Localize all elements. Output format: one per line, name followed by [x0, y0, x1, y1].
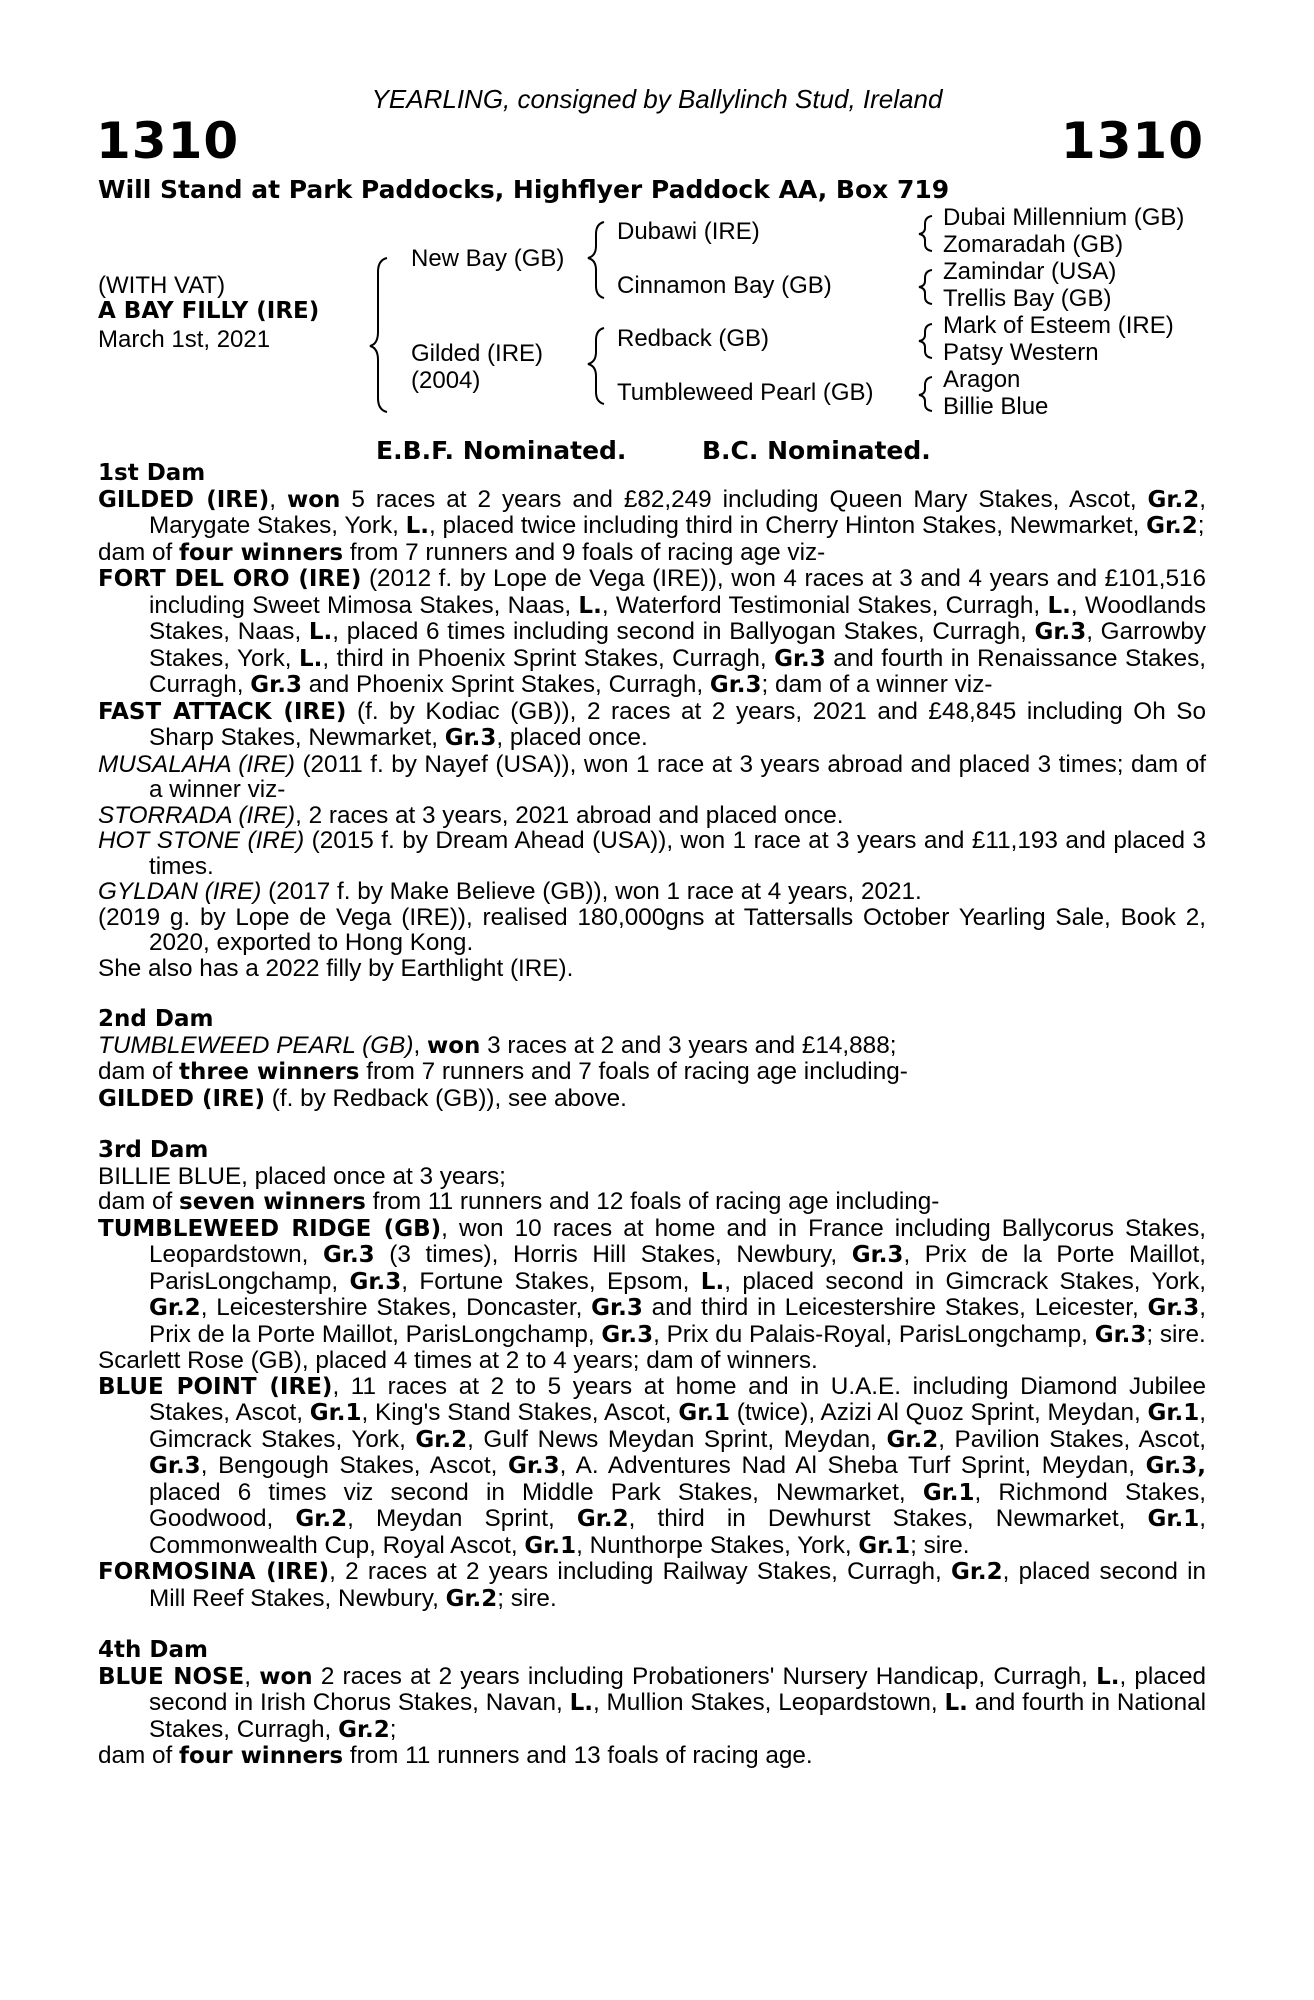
dam1-record: GILDED (IRE), won 5 races at 2 years and £82,249 including Queen Mary Stakes, Ascot, Gr.2, Marygate Stakes, York, L., placed twice including third in Cherry Hinton Stakes, Newmarket, Gr.2;: [98, 485, 1206, 539]
ebf-nomination: E.B.F. Nominated.: [376, 436, 627, 465]
vat-note: (WITH VAT): [98, 272, 226, 299]
sss: Dubai Millennium (GB): [943, 204, 1185, 231]
produce-2022-filly: She also has a 2022 filly by Earthlight (IRE).: [98, 954, 574, 982]
produce-musalaha: MUSALAHA (IRE) (2011 f. by Nayef (USA)), won 1 race at 3 years abroad and placed 3 times; dam of a winner viz-: [98, 750, 1206, 803]
dam: Gilded (IRE): [411, 340, 544, 367]
brace-dd: [919, 377, 932, 411]
brace-ds: [919, 324, 932, 358]
lot-number-left: 1310: [96, 112, 240, 170]
produce-hot-stone: HOT STONE (IRE) (2015 f. by Dream Ahead (USA)), won 1 race at 3 years and £11,193 and placed 3 times.: [98, 827, 1206, 880]
dam2-record: TUMBLEWEED PEARL (GB), won 3 races at 2 and 3 years and £14,888;: [98, 1031, 897, 1059]
consignor-subtitle: YEARLING, consigned by Ballylinch Stud, Ireland: [371, 84, 943, 114]
lot-horse-name: A BAY FILLY (IRE): [98, 298, 320, 324]
bc-nomination: B.C. Nominated.: [702, 436, 931, 465]
dsd: Patsy Western: [943, 339, 1099, 366]
brace-ss: [919, 216, 932, 251]
brace-main: [370, 258, 387, 412]
dds: Aragon: [943, 366, 1021, 393]
sire-dam: Cinnamon Bay (GB): [617, 272, 832, 299]
lot-number-right: 1310: [1060, 112, 1204, 170]
produce-blue-point: BLUE POINT (IRE), 11 races at 2 to 5 years at home and in U.A.E. including Diamond Jubilee Stakes, Ascot, Gr.1, King's Stand Stakes, Ascot, Gr.1 (twice), Azizi Al Quoz Sprint, Meydan, Gr.1, Gimcrack Stakes, York, Gr.2, Gulf News Meydan Sprint, Meydan, Gr.2, Pavilion Stakes, Ascot, Gr.3, Bengough Stakes, Ascot, Gr.3, A. Adventures Nad Al Sheba Turf Sprint, Meydan, Gr.3, placed 6 times viz second in Middle Park Stakes, Newmarket, Gr.1, Richmond Stakes, Goodwood, Gr.2, Meydan Sprint, Gr.2, third in Dewhurst Stakes, Newmarket, Gr.1, Commonwealth Cup, Royal Ascot, Gr.1, Nunthorpe Stakes, York, Gr.1; sire.: [98, 1372, 1206, 1559]
dam-dam: Tumbleweed Pearl (GB): [617, 379, 874, 406]
stand-location: Will Stand at Park Paddocks, Highflyer Paddock AA, Box 719: [98, 175, 950, 204]
dam2-produce-summary: dam of three winners from 7 runners and 7 foals of racing age including-: [98, 1058, 908, 1085]
dam4-produce-summary: dam of four winners from 11 runners and 13 foals of racing age.: [98, 1742, 813, 1769]
dam4-record: BLUE NOSE, won 2 races at 2 years including Probationers' Nursery Handicap, Curragh, L., placed second in Irish Chorus Stakes, Navan, L., Mullion Stakes, Leopardstown, L. and fourth in National Stakes, Curragh, Gr.2;: [98, 1662, 1206, 1743]
date-of-birth: March 1st, 2021: [98, 326, 271, 353]
brace-sire: [588, 222, 604, 298]
brace-dam: [588, 328, 604, 404]
produce-storrada: STORRADA (IRE), 2 races at 3 years, 2021 abroad and placed once.: [98, 801, 844, 829]
produce-fast-attack: FAST ATTACK (IRE) (f. by Kodiac (GB)), 2 races at 2 years, 2021 and £48,845 including Oh So Sharp Stakes, Newmarket, Gr.3, placed once.: [98, 697, 1207, 751]
dam1-heading: 1st Dam: [98, 460, 206, 486]
ddd: Billie Blue: [943, 393, 1049, 420]
produce-fort-del-oro: FORT DEL ORO (IRE) (2012 f. by Lope de Vega (IRE)), won 4 races at 3 and 4 years and £101,516 including Sweet Mimosa Stakes, Naas, L., Waterford Testimonial Stakes, Curragh, L., Woodlands Stakes, Naas, L., placed 6 times including second in Ballyogan Stakes, Curragh, Gr.3, Garrowby Stakes, York, L., third in Phoenix Sprint Stakes, Curragh, Gr.3 and fourth in Renaissance Stakes, Curragh, Gr.3 and Phoenix Sprint Stakes, Curragh, Gr.3; dam of a winner viz-: [98, 565, 1207, 698]
sire: New Bay (GB): [411, 245, 565, 272]
produce-2019-gelding: (2019 g. by Lope de Vega (IRE)), realised 180,000gns at Tattersalls October Yearling Sale, Book 2, 2020, exported to Hong Kong.: [98, 903, 1206, 956]
produce-scarlett-rose: Scarlett Rose (GB), placed 4 times at 2 to 4 years; dam of winners.: [98, 1347, 818, 1374]
produce-gilded: GILDED (IRE) (f. by Redback (GB)), see above.: [98, 1084, 627, 1112]
produce-gyldan: GYLDAN (IRE) (2017 f. by Make Believe (GB)), won 1 race at 4 years, 2021.: [98, 878, 922, 905]
dss: Mark of Esteem (IRE): [943, 312, 1174, 339]
produce-formosina: FORMOSINA (IRE), 2 races at 2 years including Railway Stakes, Curragh, Gr.2, placed second in Mill Reef Stakes, Newbury, Gr.2; sire.: [98, 1558, 1206, 1612]
ssd: Zomaradah (GB): [943, 231, 1124, 258]
dam1-produce-summary: dam of four winners from 7 runners and 9 foals of racing age viz-: [98, 538, 826, 566]
dam3-record: BILLIE BLUE, placed once at 3 years;: [98, 1162, 506, 1190]
produce-record: [98, 460, 1206, 1770]
dam4-heading: 4th Dam: [98, 1637, 208, 1663]
produce-tumbleweed-ridge: TUMBLEWEED RIDGE (GB), won 10 races at home and in France including Ballycorus Stakes, Leopardstown, Gr.3 (3 times), Horris Hill Stakes, Newbury, Gr.3, Prix de la Porte Maillot, ParisLongchamp, Gr.3, Fortune Stakes, Epsom, L., placed second in Gimcrack Stakes, York, Gr.2, Leicestershire Stakes, Doncaster, Gr.3 and third in Leicestershire Stakes, Leicester, Gr.3, Prix de la Porte Maillot, ParisLongchamp, Gr.3, Prix du Palais-Royal, ParisLongchamp, Gr.3; sire.: [98, 1214, 1207, 1348]
dam3-produce-summary: dam of seven winners from 11 runners and 12 foals of racing age including-: [98, 1188, 940, 1215]
sdd: Trellis Bay (GB): [943, 285, 1112, 312]
sds: Zamindar (USA): [943, 258, 1117, 285]
sire-sire: Dubawi (IRE): [617, 218, 760, 245]
dam-year: (2004): [411, 367, 481, 394]
dam2-heading: 2nd Dam: [98, 1006, 214, 1032]
dam3-heading: 3rd Dam: [98, 1137, 209, 1163]
dam-sire: Redback (GB): [617, 325, 770, 352]
brace-sd: [919, 270, 932, 304]
